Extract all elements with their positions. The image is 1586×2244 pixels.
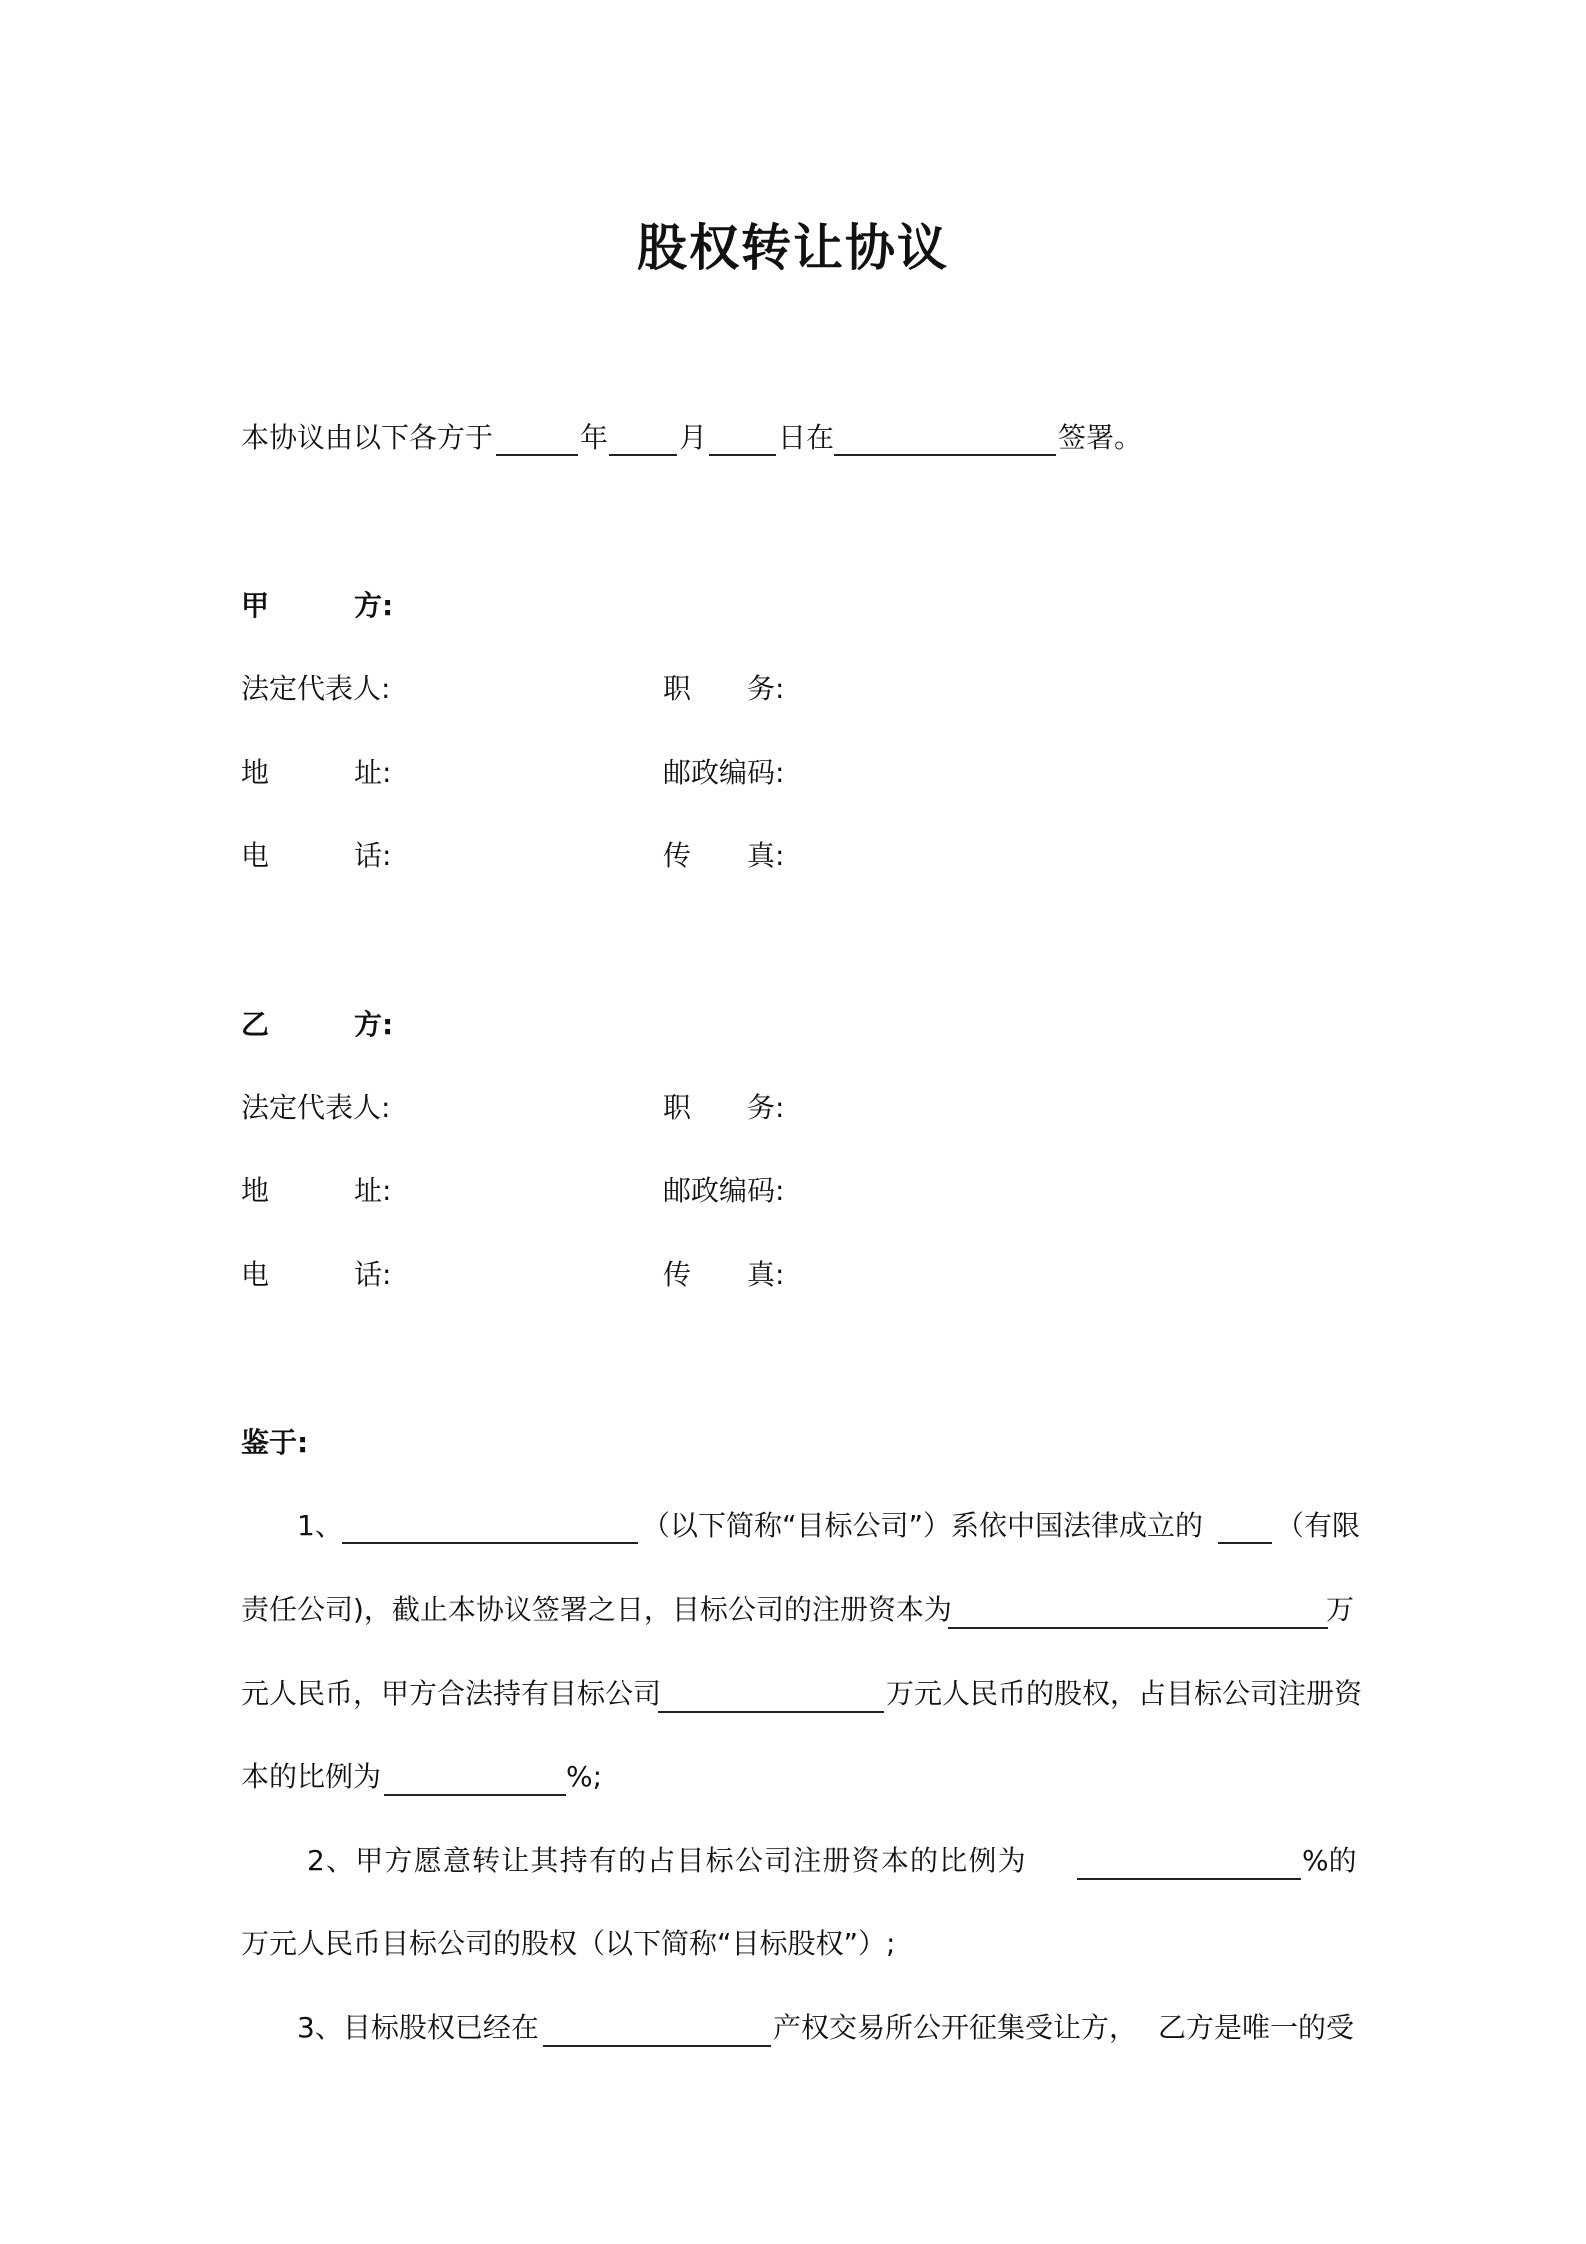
clause-1-line-3: 元人民币，甲方合法持有目标公司: [241, 1677, 662, 1710]
registered-capital-blank: [948, 1627, 1328, 1629]
clause-1-line-2: 责任公司)，截止本协议签署之日，目标公司的注册资本为: [241, 1593, 952, 1626]
clause-1-number: 1、: [297, 1509, 343, 1542]
whereas-heading: 鉴于:: [241, 1426, 309, 1459]
equity-ratio-blank: [384, 1794, 566, 1796]
clause-1-line-4: 本的比例为: [241, 1760, 382, 1793]
party-b-fax-suffix: 真:: [747, 1258, 785, 1291]
clause-1-text-a: （以下简称“目标公司”）系依中国法律成立的: [642, 1509, 1204, 1542]
clause-1-line-2-end: 万: [1326, 1593, 1355, 1626]
party-b-fax-char: 传: [663, 1258, 692, 1291]
exchange-name-blank: [543, 2045, 771, 2047]
intro-year: 年: [580, 421, 609, 454]
intro-end: 签署。: [1058, 421, 1143, 454]
intro-month: 月: [679, 421, 708, 454]
party-a-address-suffix: 址:: [354, 756, 392, 789]
company-name-blank: [342, 1542, 638, 1544]
month-blank: [609, 454, 677, 456]
party-b-phone-suffix: 话:: [354, 1258, 392, 1291]
party-a-position-suffix: 务:: [747, 672, 785, 705]
intro-day: 日在: [778, 421, 835, 454]
party-a-phone-char: 电: [241, 839, 270, 872]
party-a-phone-suffix: 话:: [354, 839, 392, 872]
clause-3-text-c: 乙方是唯一的受: [1158, 2011, 1355, 2044]
intro-lead: 本协议由以下各方于: [241, 421, 494, 454]
party-b-address-char: 地: [241, 1174, 270, 1207]
party-a-fax-suffix: 真:: [747, 839, 785, 872]
party-b-phone-char: 电: [241, 1258, 270, 1291]
party-b-postal-label: 邮政编码:: [663, 1174, 785, 1207]
party-a-address-char: 地: [241, 756, 270, 789]
clause-1-line-3-end: 万元人民币的股权，占目标公司注册资: [886, 1677, 1363, 1710]
clause-1-text-b: （有限: [1276, 1509, 1361, 1542]
party-a-legal-rep-label: 法定代表人:: [241, 672, 391, 705]
clause-2-text-end: %的: [1302, 1844, 1357, 1877]
clause-3-text-a: 3、目标股权已经在: [297, 2011, 539, 2044]
day-blank: [709, 454, 776, 456]
party-b-address-suffix: 址:: [354, 1174, 392, 1207]
transfer-ratio-blank: [1077, 1878, 1301, 1880]
party-b-position-char: 职: [663, 1091, 692, 1124]
year-blank: [496, 454, 578, 456]
place-blank: [834, 454, 1056, 456]
clause-2-text: 2、甲方愿意转让其持有的占目标公司注册资本的比例为: [307, 1844, 1027, 1877]
party-b-label-char: 乙: [241, 1008, 270, 1041]
clause-3-text-b: 产权交易所公开征集受让方，: [773, 2011, 1138, 2044]
party-a-position-char: 职: [663, 672, 692, 705]
held-equity-blank: [658, 1711, 884, 1713]
establishment-blank: [1218, 1542, 1272, 1544]
clause-2-line-2: 万元人民币目标公司的股权（以下简称“目标股权”）;: [241, 1927, 896, 1960]
party-b-position-suffix: 务:: [747, 1091, 785, 1124]
clause-1-line-4-end: %;: [566, 1760, 603, 1793]
party-a-fax-char: 传: [663, 839, 692, 872]
party-a-label-suffix: 方:: [354, 589, 394, 622]
party-b-legal-rep-label: 法定代表人:: [241, 1091, 391, 1124]
document-title: 股权转让协议: [637, 219, 949, 277]
party-a-postal-label: 邮政编码:: [663, 756, 785, 789]
party-a-label-char: 甲: [241, 589, 270, 622]
party-b-label-suffix: 方:: [354, 1008, 394, 1041]
